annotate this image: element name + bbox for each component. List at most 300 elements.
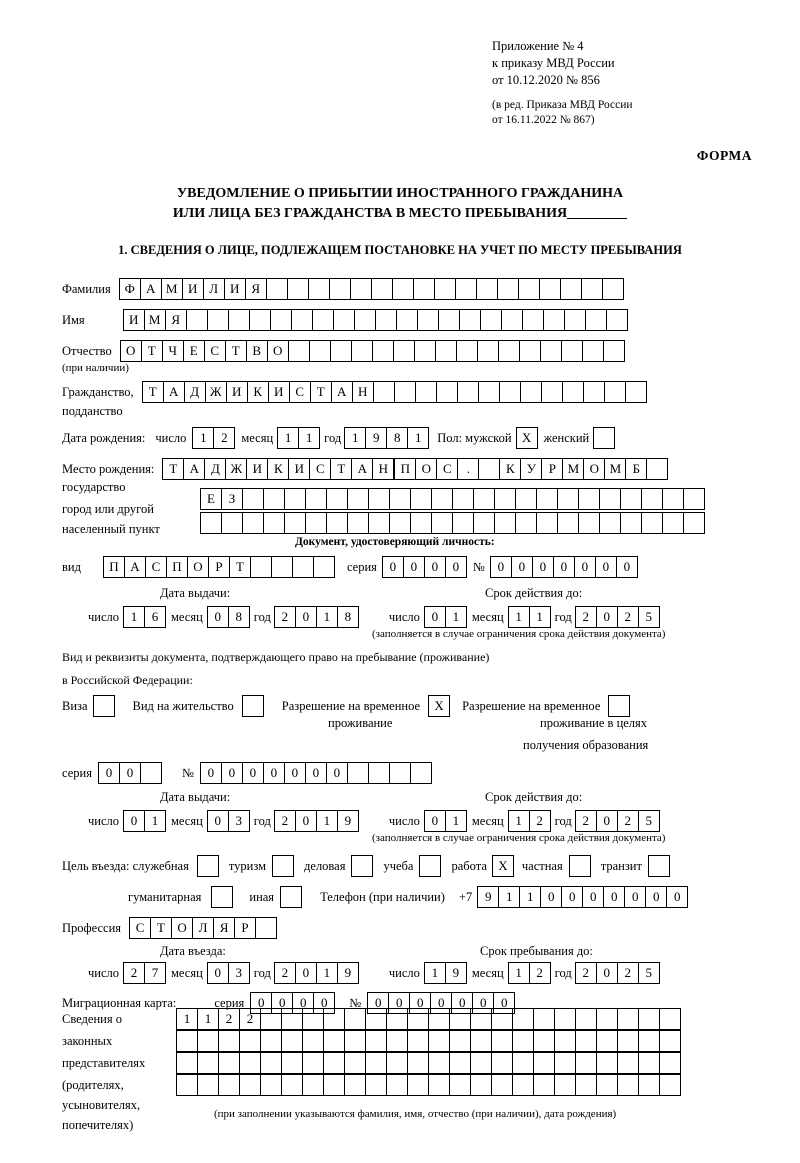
cell[interactable]: 0 (424, 606, 446, 628)
cell[interactable] (512, 1052, 534, 1074)
cell[interactable] (302, 1074, 324, 1096)
cell[interactable] (284, 488, 306, 510)
cell[interactable]: 5 (638, 810, 660, 832)
cell[interactable]: А (163, 381, 185, 403)
cell[interactable] (435, 340, 457, 362)
cell[interactable] (260, 1030, 282, 1052)
cell[interactable] (389, 762, 411, 784)
cell[interactable] (413, 278, 435, 300)
cell[interactable]: С (436, 458, 458, 480)
cell[interactable]: Я (245, 278, 267, 300)
cell[interactable] (456, 340, 478, 362)
cell[interactable]: М (562, 458, 584, 480)
cell[interactable] (417, 309, 439, 331)
cell[interactable]: Р (541, 458, 563, 480)
cell[interactable] (491, 1074, 513, 1096)
cell[interactable]: 1 (176, 1008, 198, 1030)
cell[interactable]: О (583, 458, 605, 480)
cell[interactable] (394, 381, 416, 403)
cell[interactable]: С (204, 340, 226, 362)
cell[interactable] (329, 278, 351, 300)
cell[interactable]: 2 (218, 1008, 240, 1030)
cell[interactable]: 1 (519, 886, 541, 908)
cell[interactable] (683, 488, 705, 510)
cell[interactable]: 1 (316, 606, 338, 628)
cell[interactable]: Н (372, 458, 394, 480)
cell[interactable] (519, 340, 541, 362)
cell[interactable]: 0 (596, 810, 618, 832)
cell[interactable] (603, 340, 625, 362)
cell[interactable] (431, 488, 453, 510)
cell[interactable]: 0 (493, 992, 515, 1014)
cell[interactable] (575, 1074, 597, 1096)
purpose-transit-checkbox[interactable] (648, 855, 670, 877)
cell[interactable]: Т (330, 458, 352, 480)
cell[interactable]: 5 (638, 962, 660, 984)
cell[interactable] (347, 488, 369, 510)
cell[interactable] (620, 512, 642, 534)
cell[interactable]: 0 (596, 962, 618, 984)
cell[interactable] (228, 309, 250, 331)
cell[interactable]: 0 (98, 762, 120, 784)
cell[interactable] (389, 512, 411, 534)
cell[interactable]: И (182, 278, 204, 300)
cell[interactable] (452, 488, 474, 510)
cell[interactable] (415, 381, 437, 403)
cell[interactable]: 2 (274, 606, 296, 628)
cell[interactable] (434, 278, 456, 300)
cell[interactable]: В (246, 340, 268, 362)
cell[interactable] (242, 512, 264, 534)
cell[interactable] (449, 1030, 471, 1052)
cell[interactable]: 2 (274, 962, 296, 984)
cell[interactable] (638, 1052, 660, 1074)
cell[interactable] (575, 1030, 597, 1052)
purpose-study-checkbox[interactable] (419, 855, 441, 877)
cell[interactable]: 0 (313, 992, 335, 1014)
cell[interactable] (281, 1052, 303, 1074)
cell[interactable] (512, 1008, 534, 1030)
cell[interactable]: О (171, 917, 193, 939)
cell[interactable] (308, 278, 330, 300)
cell[interactable]: 0 (388, 992, 410, 1014)
cell[interactable]: 0 (263, 762, 285, 784)
cell[interactable]: 0 (603, 886, 625, 908)
cell[interactable] (662, 488, 684, 510)
cell[interactable] (499, 381, 521, 403)
cell[interactable] (428, 1030, 450, 1052)
cell[interactable] (284, 512, 306, 534)
cell[interactable] (428, 1008, 450, 1030)
cell[interactable] (263, 512, 285, 534)
cell[interactable]: К (247, 381, 269, 403)
cell[interactable] (473, 512, 495, 534)
cell[interactable] (625, 381, 647, 403)
cell[interactable] (480, 309, 502, 331)
cell[interactable] (638, 1074, 660, 1096)
cell[interactable]: 1 (316, 962, 338, 984)
cell[interactable] (140, 762, 162, 784)
cell[interactable]: 1 (407, 427, 429, 449)
cell[interactable] (599, 512, 621, 534)
cell[interactable] (449, 1008, 471, 1030)
cell[interactable] (323, 1052, 345, 1074)
cell[interactable] (557, 488, 579, 510)
cell[interactable]: 0 (207, 606, 229, 628)
cell[interactable]: 0 (207, 810, 229, 832)
cell[interactable] (478, 458, 500, 480)
cell[interactable] (242, 488, 264, 510)
cell[interactable]: Т (162, 458, 184, 480)
cell[interactable]: 1 (445, 606, 467, 628)
cell[interactable] (313, 556, 335, 578)
cell[interactable] (218, 1030, 240, 1052)
cell[interactable]: А (331, 381, 353, 403)
cell[interactable] (270, 309, 292, 331)
cell[interactable] (554, 1030, 576, 1052)
cell[interactable] (407, 1008, 429, 1030)
cell[interactable]: 0 (123, 810, 145, 832)
cell[interactable] (596, 1074, 618, 1096)
cell[interactable]: 0 (645, 886, 667, 908)
cell[interactable]: О (415, 458, 437, 480)
cell[interactable] (249, 309, 271, 331)
cell[interactable] (323, 1030, 345, 1052)
cell[interactable] (578, 512, 600, 534)
cell[interactable] (438, 309, 460, 331)
cell[interactable] (533, 1074, 555, 1096)
cell[interactable]: О (187, 556, 209, 578)
cell[interactable] (365, 1052, 387, 1074)
cell[interactable] (326, 488, 348, 510)
cell[interactable]: Д (204, 458, 226, 480)
cell[interactable]: Т (150, 917, 172, 939)
cell[interactable] (176, 1030, 198, 1052)
cell[interactable]: Ф (119, 278, 141, 300)
cell[interactable]: 0 (582, 886, 604, 908)
cell[interactable]: 1 (508, 810, 530, 832)
cell[interactable]: Ч (162, 340, 184, 362)
cell[interactable] (410, 488, 432, 510)
cell[interactable]: 0 (596, 606, 618, 628)
cell[interactable]: 3 (228, 962, 250, 984)
cell[interactable] (393, 340, 415, 362)
cell[interactable] (281, 1030, 303, 1052)
cell[interactable] (347, 762, 369, 784)
cell[interactable] (554, 1008, 576, 1030)
cell[interactable]: 0 (271, 992, 293, 1014)
cell[interactable] (260, 1052, 282, 1074)
cell[interactable] (476, 278, 498, 300)
cell[interactable] (561, 340, 583, 362)
cell[interactable]: П (394, 458, 416, 480)
cell[interactable] (255, 917, 277, 939)
cell[interactable] (662, 512, 684, 534)
cell[interactable] (491, 1030, 513, 1052)
cell[interactable]: 1 (498, 886, 520, 908)
cell[interactable]: 1 (445, 810, 467, 832)
cell[interactable] (207, 309, 229, 331)
cell[interactable]: 5 (638, 606, 660, 628)
cell[interactable]: Я (213, 917, 235, 939)
cell[interactable] (291, 309, 313, 331)
cell[interactable]: А (183, 458, 205, 480)
cell[interactable]: Т (141, 340, 163, 362)
cell[interactable] (596, 1030, 618, 1052)
cell[interactable]: 0 (561, 886, 583, 908)
cell[interactable]: 1 (144, 810, 166, 832)
cell[interactable] (596, 1008, 618, 1030)
cell[interactable]: 0 (532, 556, 554, 578)
cell[interactable] (436, 381, 458, 403)
cell[interactable]: Р (234, 917, 256, 939)
cell[interactable]: 1 (123, 606, 145, 628)
cell[interactable] (368, 512, 390, 534)
cell[interactable] (375, 309, 397, 331)
purpose-tourism-checkbox[interactable] (272, 855, 294, 877)
cell[interactable] (562, 381, 584, 403)
cell[interactable]: Т (310, 381, 332, 403)
cell[interactable] (520, 381, 542, 403)
cell[interactable] (457, 381, 479, 403)
cell[interactable] (494, 488, 516, 510)
cell[interactable]: 2 (213, 427, 235, 449)
cell[interactable]: 1 (529, 606, 551, 628)
purpose-work-checkbox[interactable]: X (492, 855, 514, 877)
cell[interactable]: 0 (424, 810, 446, 832)
cell[interactable] (176, 1052, 198, 1074)
cell[interactable] (539, 278, 561, 300)
cell[interactable] (250, 556, 272, 578)
visa-checkbox[interactable] (93, 695, 115, 717)
cell[interactable]: 8 (337, 606, 359, 628)
cell[interactable]: Н (352, 381, 374, 403)
cell[interactable] (491, 1008, 513, 1030)
cell[interactable] (330, 340, 352, 362)
cell[interactable] (512, 1030, 534, 1052)
cell[interactable]: Т (142, 381, 164, 403)
cell[interactable] (287, 278, 309, 300)
cell[interactable]: 0 (326, 762, 348, 784)
cell[interactable] (431, 512, 453, 534)
cell[interactable]: 2 (529, 962, 551, 984)
cell[interactable]: 0 (666, 886, 688, 908)
cell[interactable] (540, 340, 562, 362)
cell[interactable]: 0 (424, 556, 446, 578)
cell[interactable] (564, 309, 586, 331)
cell[interactable] (200, 512, 222, 534)
cell[interactable]: 9 (477, 886, 499, 908)
cell[interactable] (305, 512, 327, 534)
cell[interactable] (536, 512, 558, 534)
cell[interactable] (344, 1008, 366, 1030)
cell[interactable] (407, 1074, 429, 1096)
cell[interactable] (533, 1030, 555, 1052)
cell[interactable] (309, 340, 331, 362)
cell[interactable]: Л (192, 917, 214, 939)
cell[interactable]: 2 (617, 962, 639, 984)
cell[interactable]: 1 (508, 606, 530, 628)
cell[interactable] (455, 278, 477, 300)
cell[interactable] (281, 1074, 303, 1096)
cell[interactable]: 2 (123, 962, 145, 984)
sex-female-checkbox[interactable] (593, 427, 615, 449)
cell[interactable]: Ж (225, 458, 247, 480)
cell[interactable]: 1 (424, 962, 446, 984)
cell[interactable]: С (309, 458, 331, 480)
cell[interactable] (410, 512, 432, 534)
cell[interactable] (497, 278, 519, 300)
cell[interactable]: 0 (574, 556, 596, 578)
cell[interactable]: И (123, 309, 145, 331)
cell[interactable] (518, 278, 540, 300)
cell[interactable] (617, 1052, 639, 1074)
cell[interactable]: 0 (553, 556, 575, 578)
purpose-private-checkbox[interactable] (569, 855, 591, 877)
cell[interactable]: 0 (540, 886, 562, 908)
cell[interactable] (344, 1074, 366, 1096)
cell[interactable]: С (289, 381, 311, 403)
cell[interactable] (515, 512, 537, 534)
cell[interactable] (221, 512, 243, 534)
cell[interactable]: П (103, 556, 125, 578)
cell[interactable]: 0 (292, 992, 314, 1014)
cell[interactable] (533, 1008, 555, 1030)
cell[interactable] (372, 340, 394, 362)
cell[interactable]: М (161, 278, 183, 300)
cell[interactable] (646, 458, 668, 480)
purpose-business-checkbox[interactable] (351, 855, 373, 877)
cell[interactable] (371, 278, 393, 300)
cell[interactable]: 0 (207, 962, 229, 984)
cell[interactable] (414, 340, 436, 362)
cell[interactable] (470, 1008, 492, 1030)
cell[interactable] (392, 278, 414, 300)
cell[interactable] (386, 1074, 408, 1096)
cell[interactable]: 9 (445, 962, 467, 984)
cell[interactable] (554, 1074, 576, 1096)
cell[interactable]: И (224, 278, 246, 300)
cell[interactable]: 1 (316, 810, 338, 832)
cell[interactable]: 2 (529, 810, 551, 832)
cell[interactable]: 0 (242, 762, 264, 784)
cell[interactable]: 0 (511, 556, 533, 578)
cell[interactable] (197, 1030, 219, 1052)
temp-residence-checkbox[interactable]: X (428, 695, 450, 717)
cell[interactable] (347, 512, 369, 534)
cell[interactable] (498, 340, 520, 362)
cell[interactable]: 0 (616, 556, 638, 578)
cell[interactable] (239, 1052, 261, 1074)
cell[interactable] (659, 1052, 681, 1074)
cell[interactable] (536, 488, 558, 510)
cell[interactable] (218, 1074, 240, 1096)
cell[interactable] (582, 340, 604, 362)
cell[interactable]: 0 (119, 762, 141, 784)
cell[interactable] (604, 381, 626, 403)
cell[interactable] (452, 512, 474, 534)
cell[interactable]: 2 (575, 962, 597, 984)
cell[interactable] (659, 1008, 681, 1030)
cell[interactable]: Е (200, 488, 222, 510)
cell[interactable]: 0 (295, 606, 317, 628)
cell[interactable]: М (144, 309, 166, 331)
cell[interactable]: 9 (365, 427, 387, 449)
cell[interactable]: 0 (382, 556, 404, 578)
cell[interactable]: 0 (472, 992, 494, 1014)
cell[interactable]: З (221, 488, 243, 510)
cell[interactable] (575, 1052, 597, 1074)
cell[interactable]: 0 (409, 992, 431, 1014)
cell[interactable]: И (246, 458, 268, 480)
cell[interactable] (470, 1074, 492, 1096)
cell[interactable]: 1 (344, 427, 366, 449)
cell[interactable] (596, 1052, 618, 1074)
cell[interactable] (470, 1030, 492, 1052)
cell[interactable]: 0 (367, 992, 389, 1014)
cell[interactable]: Т (225, 340, 247, 362)
cell[interactable]: 0 (250, 992, 272, 1014)
cell[interactable] (407, 1052, 429, 1074)
cell[interactable] (477, 340, 499, 362)
cell[interactable]: . (457, 458, 479, 480)
cell[interactable] (186, 309, 208, 331)
cell[interactable] (373, 381, 395, 403)
cell[interactable] (459, 309, 481, 331)
cell[interactable] (344, 1030, 366, 1052)
cell[interactable]: Е (183, 340, 205, 362)
cell[interactable]: 2 (274, 810, 296, 832)
cell[interactable] (617, 1074, 639, 1096)
cell[interactable]: С (145, 556, 167, 578)
cell[interactable] (260, 1074, 282, 1096)
cell[interactable] (263, 488, 285, 510)
cell[interactable] (554, 1052, 576, 1074)
cell[interactable] (292, 556, 314, 578)
cell[interactable] (323, 1008, 345, 1030)
cell[interactable] (266, 278, 288, 300)
cell[interactable]: 0 (403, 556, 425, 578)
cell[interactable]: 2 (239, 1008, 261, 1030)
cell[interactable] (386, 1030, 408, 1052)
cell[interactable]: П (166, 556, 188, 578)
cell[interactable] (578, 488, 600, 510)
edu-residence-checkbox[interactable] (608, 695, 630, 717)
cell[interactable]: А (140, 278, 162, 300)
cell[interactable] (515, 488, 537, 510)
cell[interactable] (606, 309, 628, 331)
cell[interactable] (239, 1074, 261, 1096)
cell[interactable]: 0 (295, 962, 317, 984)
cell[interactable] (368, 762, 390, 784)
purpose-other-checkbox[interactable] (280, 886, 302, 908)
cell[interactable] (533, 1052, 555, 1074)
cell[interactable] (218, 1052, 240, 1074)
cell[interactable]: 1 (277, 427, 299, 449)
cell[interactable] (585, 309, 607, 331)
cell[interactable]: Л (203, 278, 225, 300)
cell[interactable]: 0 (305, 762, 327, 784)
cell[interactable] (302, 1052, 324, 1074)
cell[interactable]: 8 (386, 427, 408, 449)
cell[interactable]: Ж (205, 381, 227, 403)
cell[interactable]: 2 (575, 606, 597, 628)
cell[interactable] (659, 1030, 681, 1052)
cell[interactable] (365, 1008, 387, 1030)
cell[interactable] (410, 762, 432, 784)
cell[interactable]: К (499, 458, 521, 480)
cell[interactable] (302, 1030, 324, 1052)
